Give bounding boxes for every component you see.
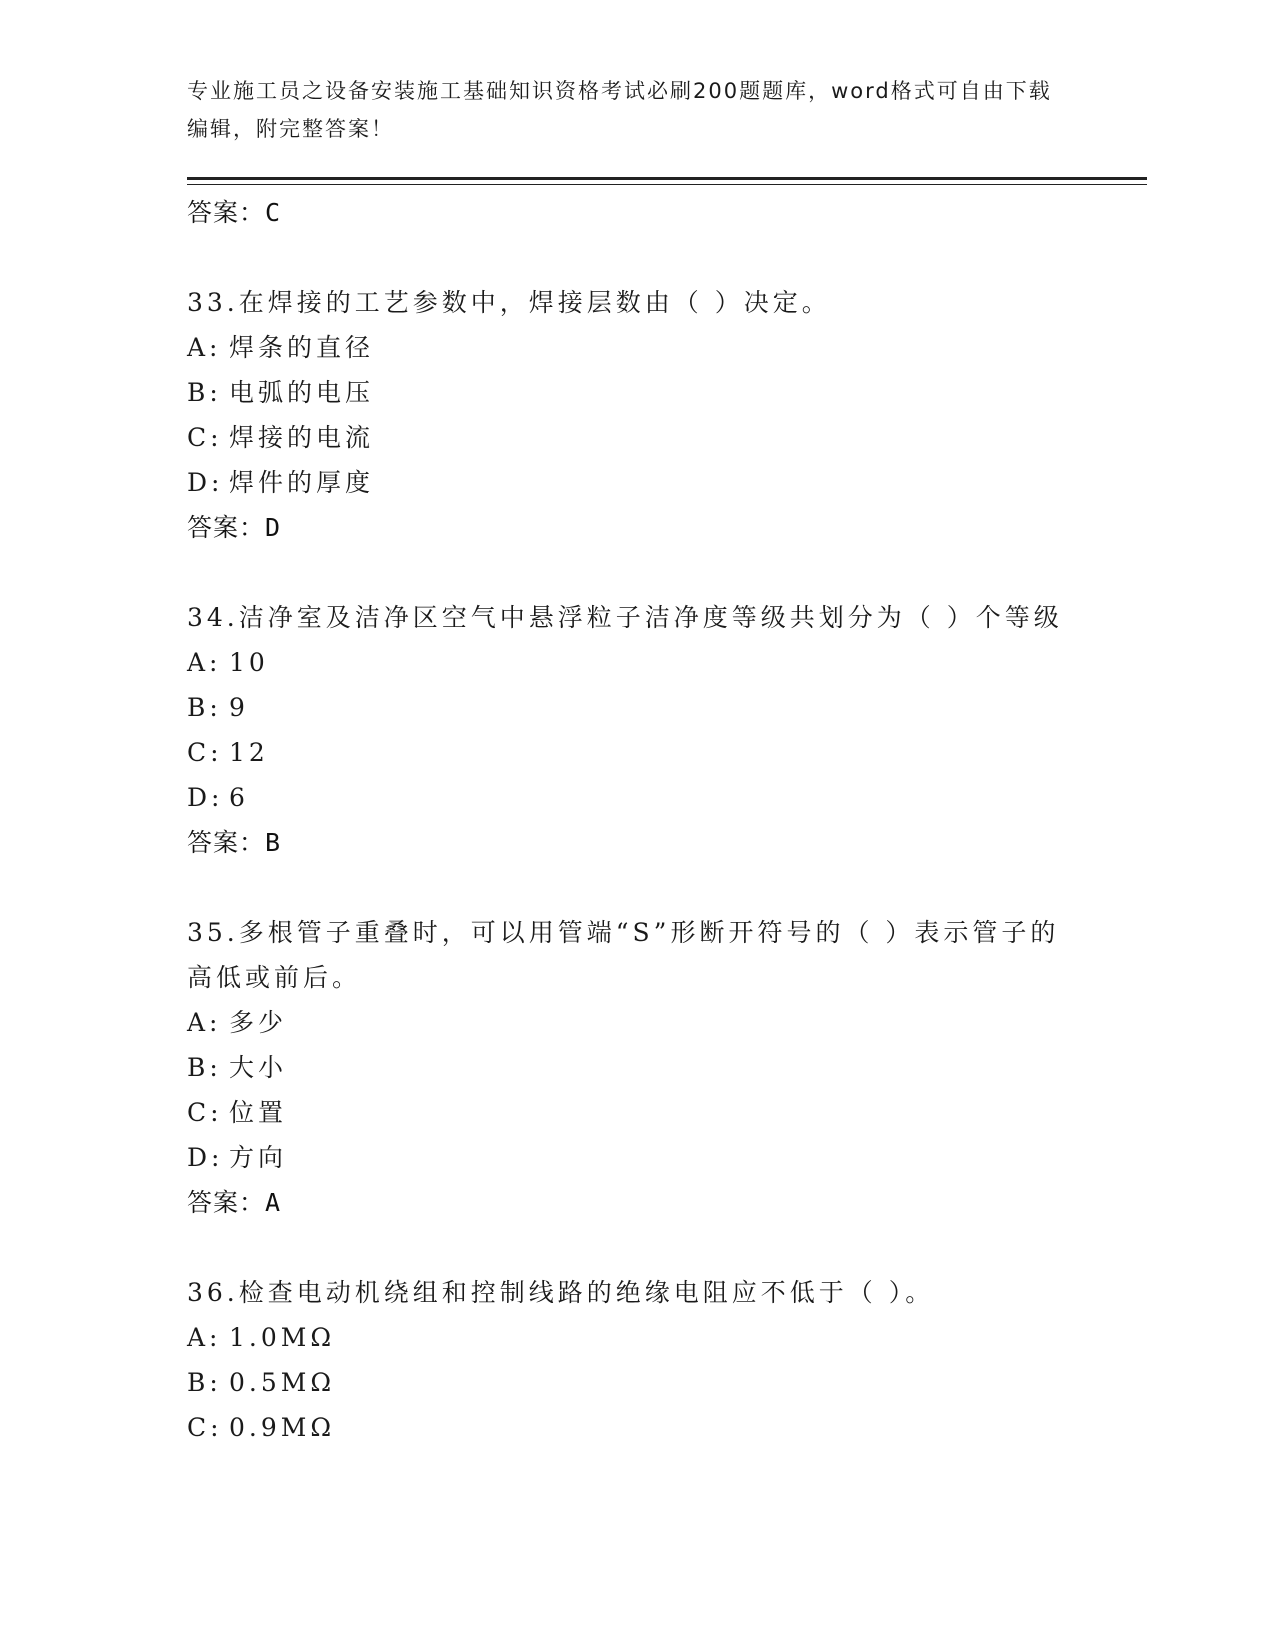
question-block: [187, 910, 1147, 1226]
option-letter: D:: [187, 783, 224, 812]
option-a: [187, 325, 1147, 370]
option-b: [187, 1360, 1147, 1405]
question-stem: 35.多根管子重叠时，可以用管端“S”形断开符号的（ ）表示管子的高低或前后。: [187, 918, 1060, 992]
option-letter: A:: [187, 1323, 222, 1352]
option-text: 大小: [229, 1053, 288, 1082]
option-letter: B:: [187, 1368, 222, 1397]
answer-line: [187, 190, 1147, 236]
answer-label: 答案：: [187, 198, 266, 227]
option-d: [187, 460, 1147, 505]
answer-label: 答案：: [187, 1188, 266, 1217]
option-d: [187, 775, 1147, 820]
option-letter: B:: [187, 1053, 222, 1082]
option-text: 位置: [229, 1098, 288, 1127]
answer-key: D: [265, 513, 282, 542]
question-stem: 33.在焊接的工艺参数中，焊接层数由（ ）决定。: [187, 288, 831, 317]
question-list: [187, 190, 1147, 1450]
option-c: [187, 1090, 1147, 1135]
option-a: [187, 1315, 1147, 1360]
option-letter: C:: [187, 1413, 223, 1442]
option-text: 12: [229, 738, 269, 767]
option-c: [187, 415, 1147, 460]
document-header: 专业施工员之设备安装施工基础知识资格考试必刷200题题库，word格式可自由下载编辑，附完整答案！: [187, 79, 1052, 141]
option-c: [187, 1405, 1147, 1450]
option-text: 电弧的电压: [229, 378, 375, 407]
option-letter: C:: [187, 738, 223, 767]
option-text: 焊条的直径: [229, 333, 375, 362]
option-text: 方向: [229, 1143, 288, 1172]
option-text: 9: [229, 693, 249, 722]
option-a: [187, 1000, 1147, 1045]
option-text: 10: [229, 648, 269, 677]
answer-key: C: [265, 198, 282, 227]
option-letter: A:: [187, 333, 222, 362]
option-c: [187, 730, 1147, 775]
option-b: [187, 1045, 1147, 1090]
question-block: [187, 595, 1147, 866]
option-letter: A:: [187, 1008, 222, 1037]
answer-key: A: [265, 1188, 282, 1217]
option-letter: D:: [187, 1143, 224, 1172]
question-block: [187, 280, 1147, 551]
answer-line: [187, 1180, 1147, 1226]
option-text: 0.5MΩ: [229, 1368, 336, 1397]
question-block: [187, 1270, 1147, 1450]
header-divider-thick: [187, 177, 1147, 180]
question-stem: 34.洁净室及洁净区空气中悬浮粒子洁净度等级共划分为（ ）个等级: [187, 603, 1063, 632]
option-text: 6: [229, 783, 249, 812]
option-letter: C:: [187, 1098, 223, 1127]
answer-line: [187, 505, 1147, 551]
option-text: 多少: [229, 1008, 288, 1037]
question-stem: 36.检查电动机绕组和控制线路的绝缘电阻应不低于（ ）。: [187, 1278, 935, 1307]
option-b: [187, 685, 1147, 730]
option-a: [187, 640, 1147, 685]
header-divider-thin: [187, 184, 1147, 185]
option-d: [187, 1135, 1147, 1180]
option-text: 焊接的电流: [229, 423, 375, 452]
answer-label: 答案：: [187, 828, 266, 857]
option-letter: D:: [187, 468, 224, 497]
option-b: [187, 370, 1147, 415]
option-text: 焊件的厚度: [229, 468, 375, 497]
answer-label: 答案：: [187, 513, 266, 542]
option-letter: C:: [187, 423, 223, 452]
option-letter: B:: [187, 378, 222, 407]
answer-line: [187, 820, 1147, 866]
option-text: 0.9MΩ: [229, 1413, 336, 1442]
answer-key: B: [265, 828, 282, 857]
option-text: 1.0MΩ: [229, 1323, 336, 1352]
option-letter: A:: [187, 648, 222, 677]
option-letter: B:: [187, 693, 222, 722]
